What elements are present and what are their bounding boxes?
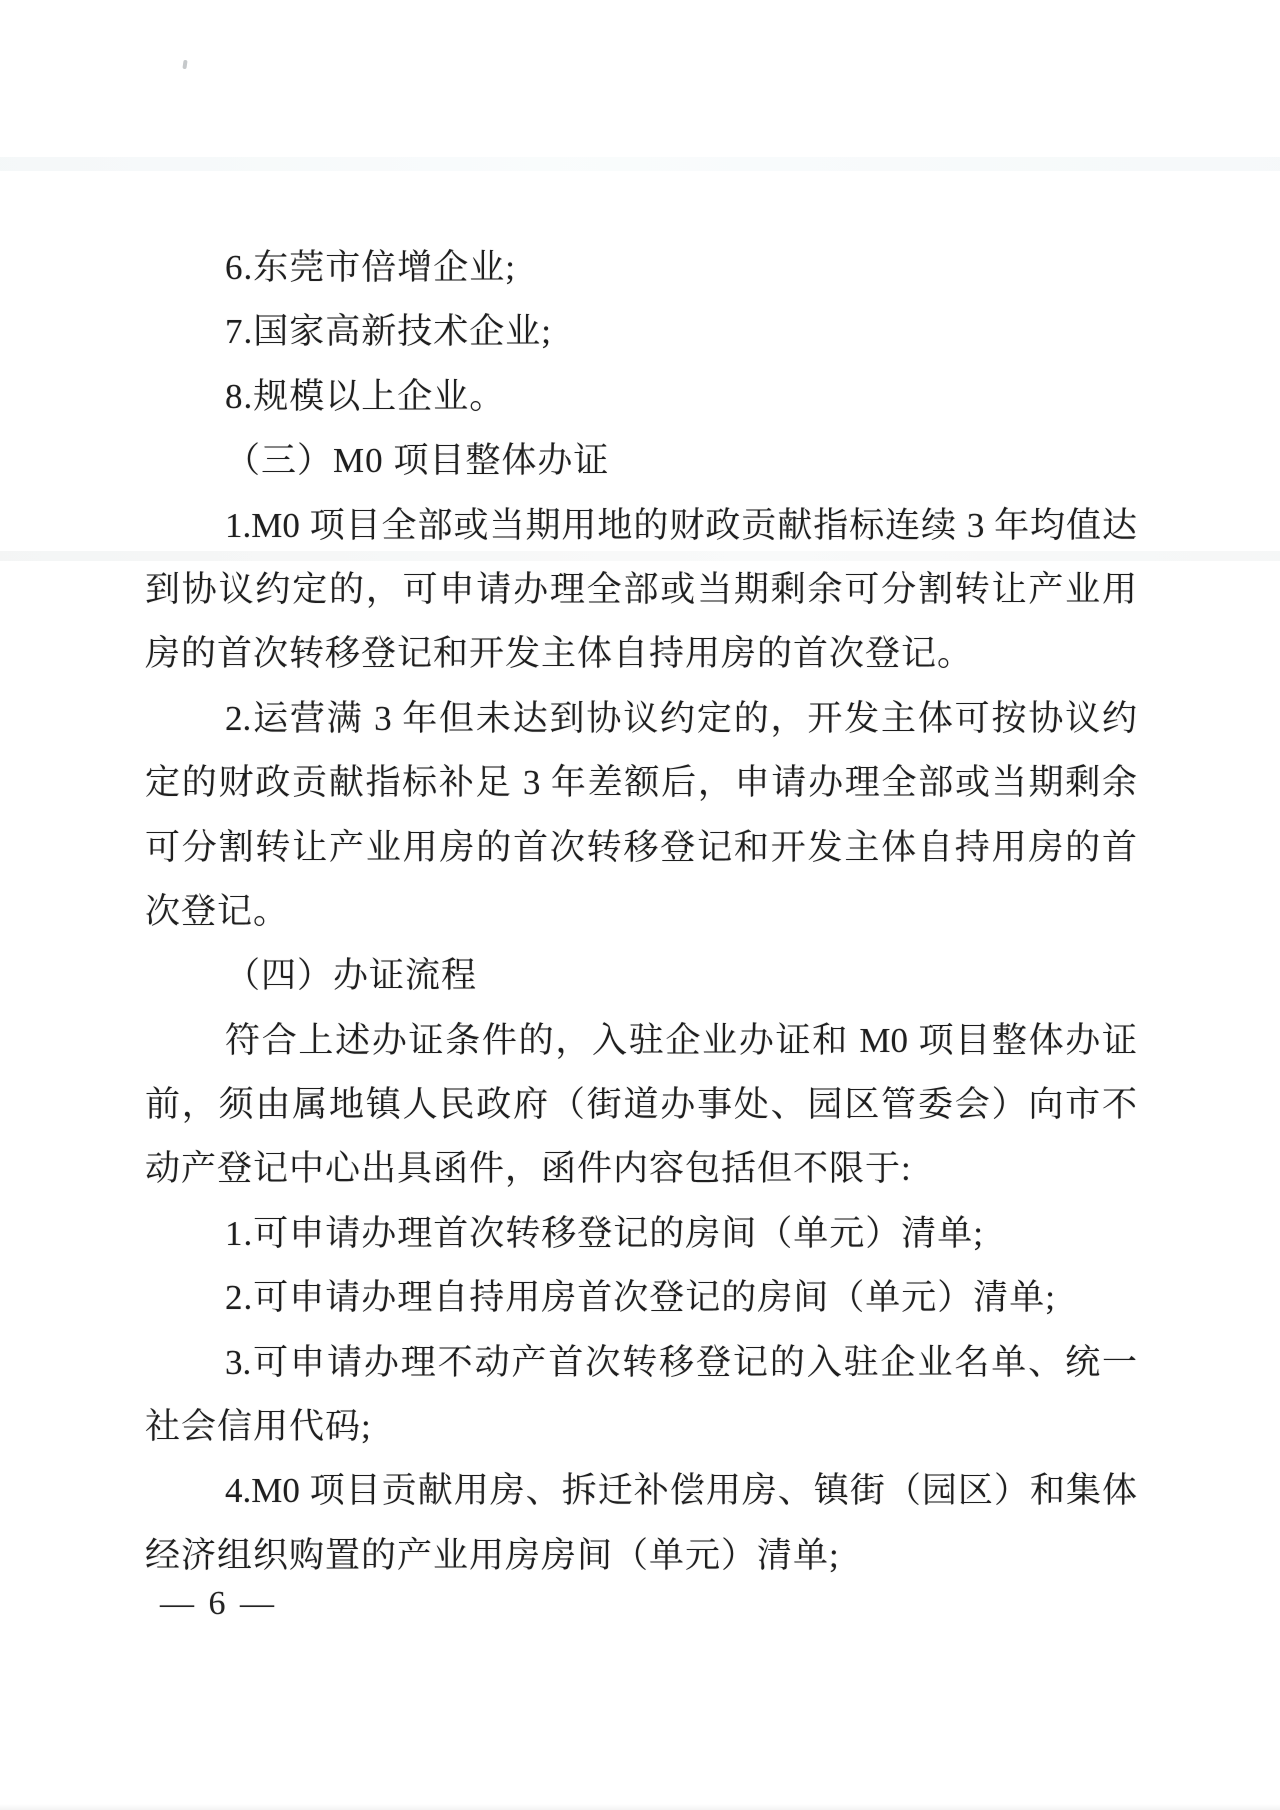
list-item: 3.可申请办理不动产首次转移登记的入驻企业名单、统一	[225, 1342, 1137, 1382]
list-item: 2.可申请办理自持用房首次登记的房间（单元）清单;	[225, 1278, 1056, 1318]
text-line: 符合上述办证条件的，入驻企业办证和 M0 项目整体办证	[225, 1020, 1137, 1060]
text-line: 房的首次转移登记和开发主体自持用房的首次登记。	[145, 634, 974, 674]
list-item: 4.M0 项目贡献用房、拆迁补偿用房、镇街（园区）和集体	[225, 1471, 1137, 1511]
page-number: — 6 —	[160, 1585, 277, 1622]
scan-artifact-band-top	[0, 157, 1280, 171]
scan-artifact-speck	[182, 60, 187, 69]
list-item: 7.国家高新技术企业;	[225, 312, 552, 352]
text-line: 2.运营满 3 年但未达到协议约定的，开发主体可按协议约	[225, 698, 1137, 738]
list-item: 8.规模以上企业。	[225, 376, 506, 416]
section-heading: （三）M0 项目整体办证	[225, 441, 610, 481]
section-heading: （四）办证流程	[225, 956, 478, 996]
list-item: 1.可申请办理首次转移登记的房间（单元）清单;	[225, 1213, 984, 1253]
text-line: 次登记。	[145, 891, 290, 931]
list-item: 6.东莞市倍增企业;	[225, 248, 516, 287]
text-line: 可分割转让产业用房的首次转移登记和开发主体自持用房的首	[145, 827, 1137, 867]
document-page	[145, 236, 1137, 1588]
text-line: 经济组织购置的产业用房房间（单元）清单;	[145, 1535, 840, 1575]
text-line: 定的财政贡献指标补足 3 年差额后，申请办理全部或当期剩余	[145, 763, 1137, 803]
scan-artifact-band-bottom	[0, 1804, 1280, 1810]
text-line: 1.M0 项目全部或当期用地的财政贡献指标连续 3 年均值达	[225, 505, 1137, 545]
text-line: 动产登记中心出具函件，函件内容包括但不限于:	[145, 1149, 912, 1189]
text-line: 到协议约定的，可申请办理全部或当期剩余可分割转让产业用	[145, 569, 1137, 609]
text-line: 前，须由属地镇人民政府（街道办事处、园区管委会）向市不	[145, 1085, 1137, 1125]
text-line: 社会信用代码;	[145, 1407, 372, 1447]
